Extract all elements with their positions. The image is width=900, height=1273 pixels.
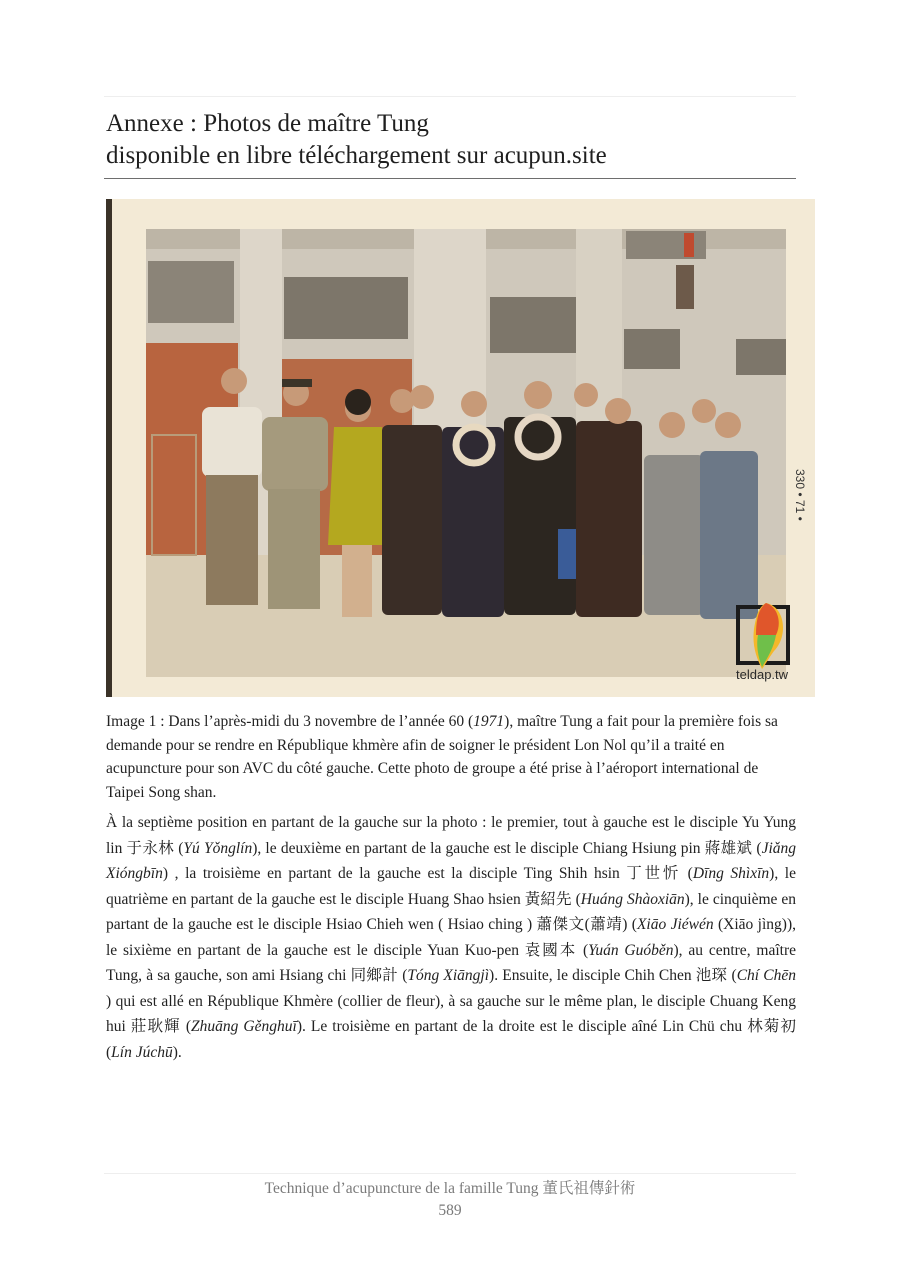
photo-caption	[106, 710, 796, 804]
pinyin-name: Xiāo Jiéwén	[636, 916, 714, 933]
page-number: 589	[438, 1202, 462, 1219]
footer-title: Technique d’acupuncture de la famille Tung 董氏祖傳針術	[264, 1180, 636, 1197]
paragraph-text: À la septième position en partant de la gauche sur la photo : le premier, tout à gauche est le disciple Yu Yung lin 于永林 (	[106, 814, 796, 857]
pinyin-name: Dīng Shìxīn	[692, 865, 770, 882]
caption-prefix: Image 1 : Dans l’après-midi du 3 novembre de l’année 60 (	[106, 713, 474, 730]
caption-suffix: ), maître Tung a fait pour la première fois sa demande pour se rendre en République khmère afin de soigner le président Lon Nol qu’il a traité en acupuncture pour son AVC du côté gauche. Cette photo de groupe a été prise à l’aéroport international de Taipei Song shan.	[106, 713, 778, 801]
heading-rule	[104, 178, 796, 179]
heading-line-2: disponible en libre téléchargement sur acupun.site	[106, 142, 607, 169]
top-rule	[104, 96, 796, 97]
description-paragraph	[106, 810, 796, 1065]
group-photo	[106, 199, 815, 697]
paragraph-text: ), au centre, maître Tung, à sa gauche, son ami Hsiang chi 同鄉計 (	[106, 941, 796, 984]
heading-line-1: Annexe : Photos de maître Tung	[106, 110, 429, 137]
pinyin-name: Zhuāng Gěnghuī	[191, 1018, 297, 1035]
paragraph-text: ), le cinquième en partant de la gauche est le disciple Hsiao Chieh wen ( Hsiao ching ) 蕭傑文(蕭靖) (	[106, 890, 796, 933]
page-heading	[106, 108, 796, 172]
teldap-watermark: teldap.tw	[736, 667, 789, 682]
paragraph-text: ), le quatrième en partant de la gauche est le disciple Huang Shao hsien 黃紹先 (	[106, 865, 796, 908]
pinyin-name: Yú Yǒnglín	[183, 839, 253, 857]
paragraph-text: ).	[172, 1043, 182, 1061]
photo-edge-marks: 330 • 71 •	[793, 469, 807, 521]
paragraph-text: ) , la troisième en partant de la gauche est la disciple Ting Shih hsin 丁世忻 (	[162, 865, 693, 882]
caption-year: 1971	[473, 713, 505, 730]
paragraph-text: ), le deuxième en partant de la gauche est le disciple Chiang Hsiung pin 蔣雄斌 (	[252, 839, 762, 857]
pinyin-name: Lín Júchū	[111, 1043, 173, 1061]
pinyin-name: Huáng Shàoxiān	[580, 890, 685, 908]
pinyin-name: Jiǎng Xióngbīn	[106, 839, 797, 882]
pinyin-name: Yuán Guóběn	[588, 941, 674, 959]
paragraph-text: (Xiāo jìng)), le sixième en partant de la gauche est le disciple Yuan Kuo-pen 袁國本 (	[106, 916, 796, 959]
page-footer	[104, 1178, 796, 1222]
pinyin-name: Chí Chēn	[736, 967, 796, 984]
pinyin-name: Tóng Xiāngjì	[407, 967, 490, 984]
footer-rule	[104, 1173, 796, 1174]
group-photo-illustration	[106, 199, 815, 697]
paragraph-text: ). Le troisième en partant de la droite est le disciple aîné Lin Chü chu 林菊初 (	[106, 1018, 797, 1061]
paragraph-text: ) qui est allé en République Khmère (collier de fleur), à sa gauche sur le même plan, le disciple Chuang Keng hui 莊耿輝 (	[106, 992, 796, 1035]
paragraph-text: ). Ensuite, le disciple Chih Chen 池琛 (	[489, 967, 737, 984]
